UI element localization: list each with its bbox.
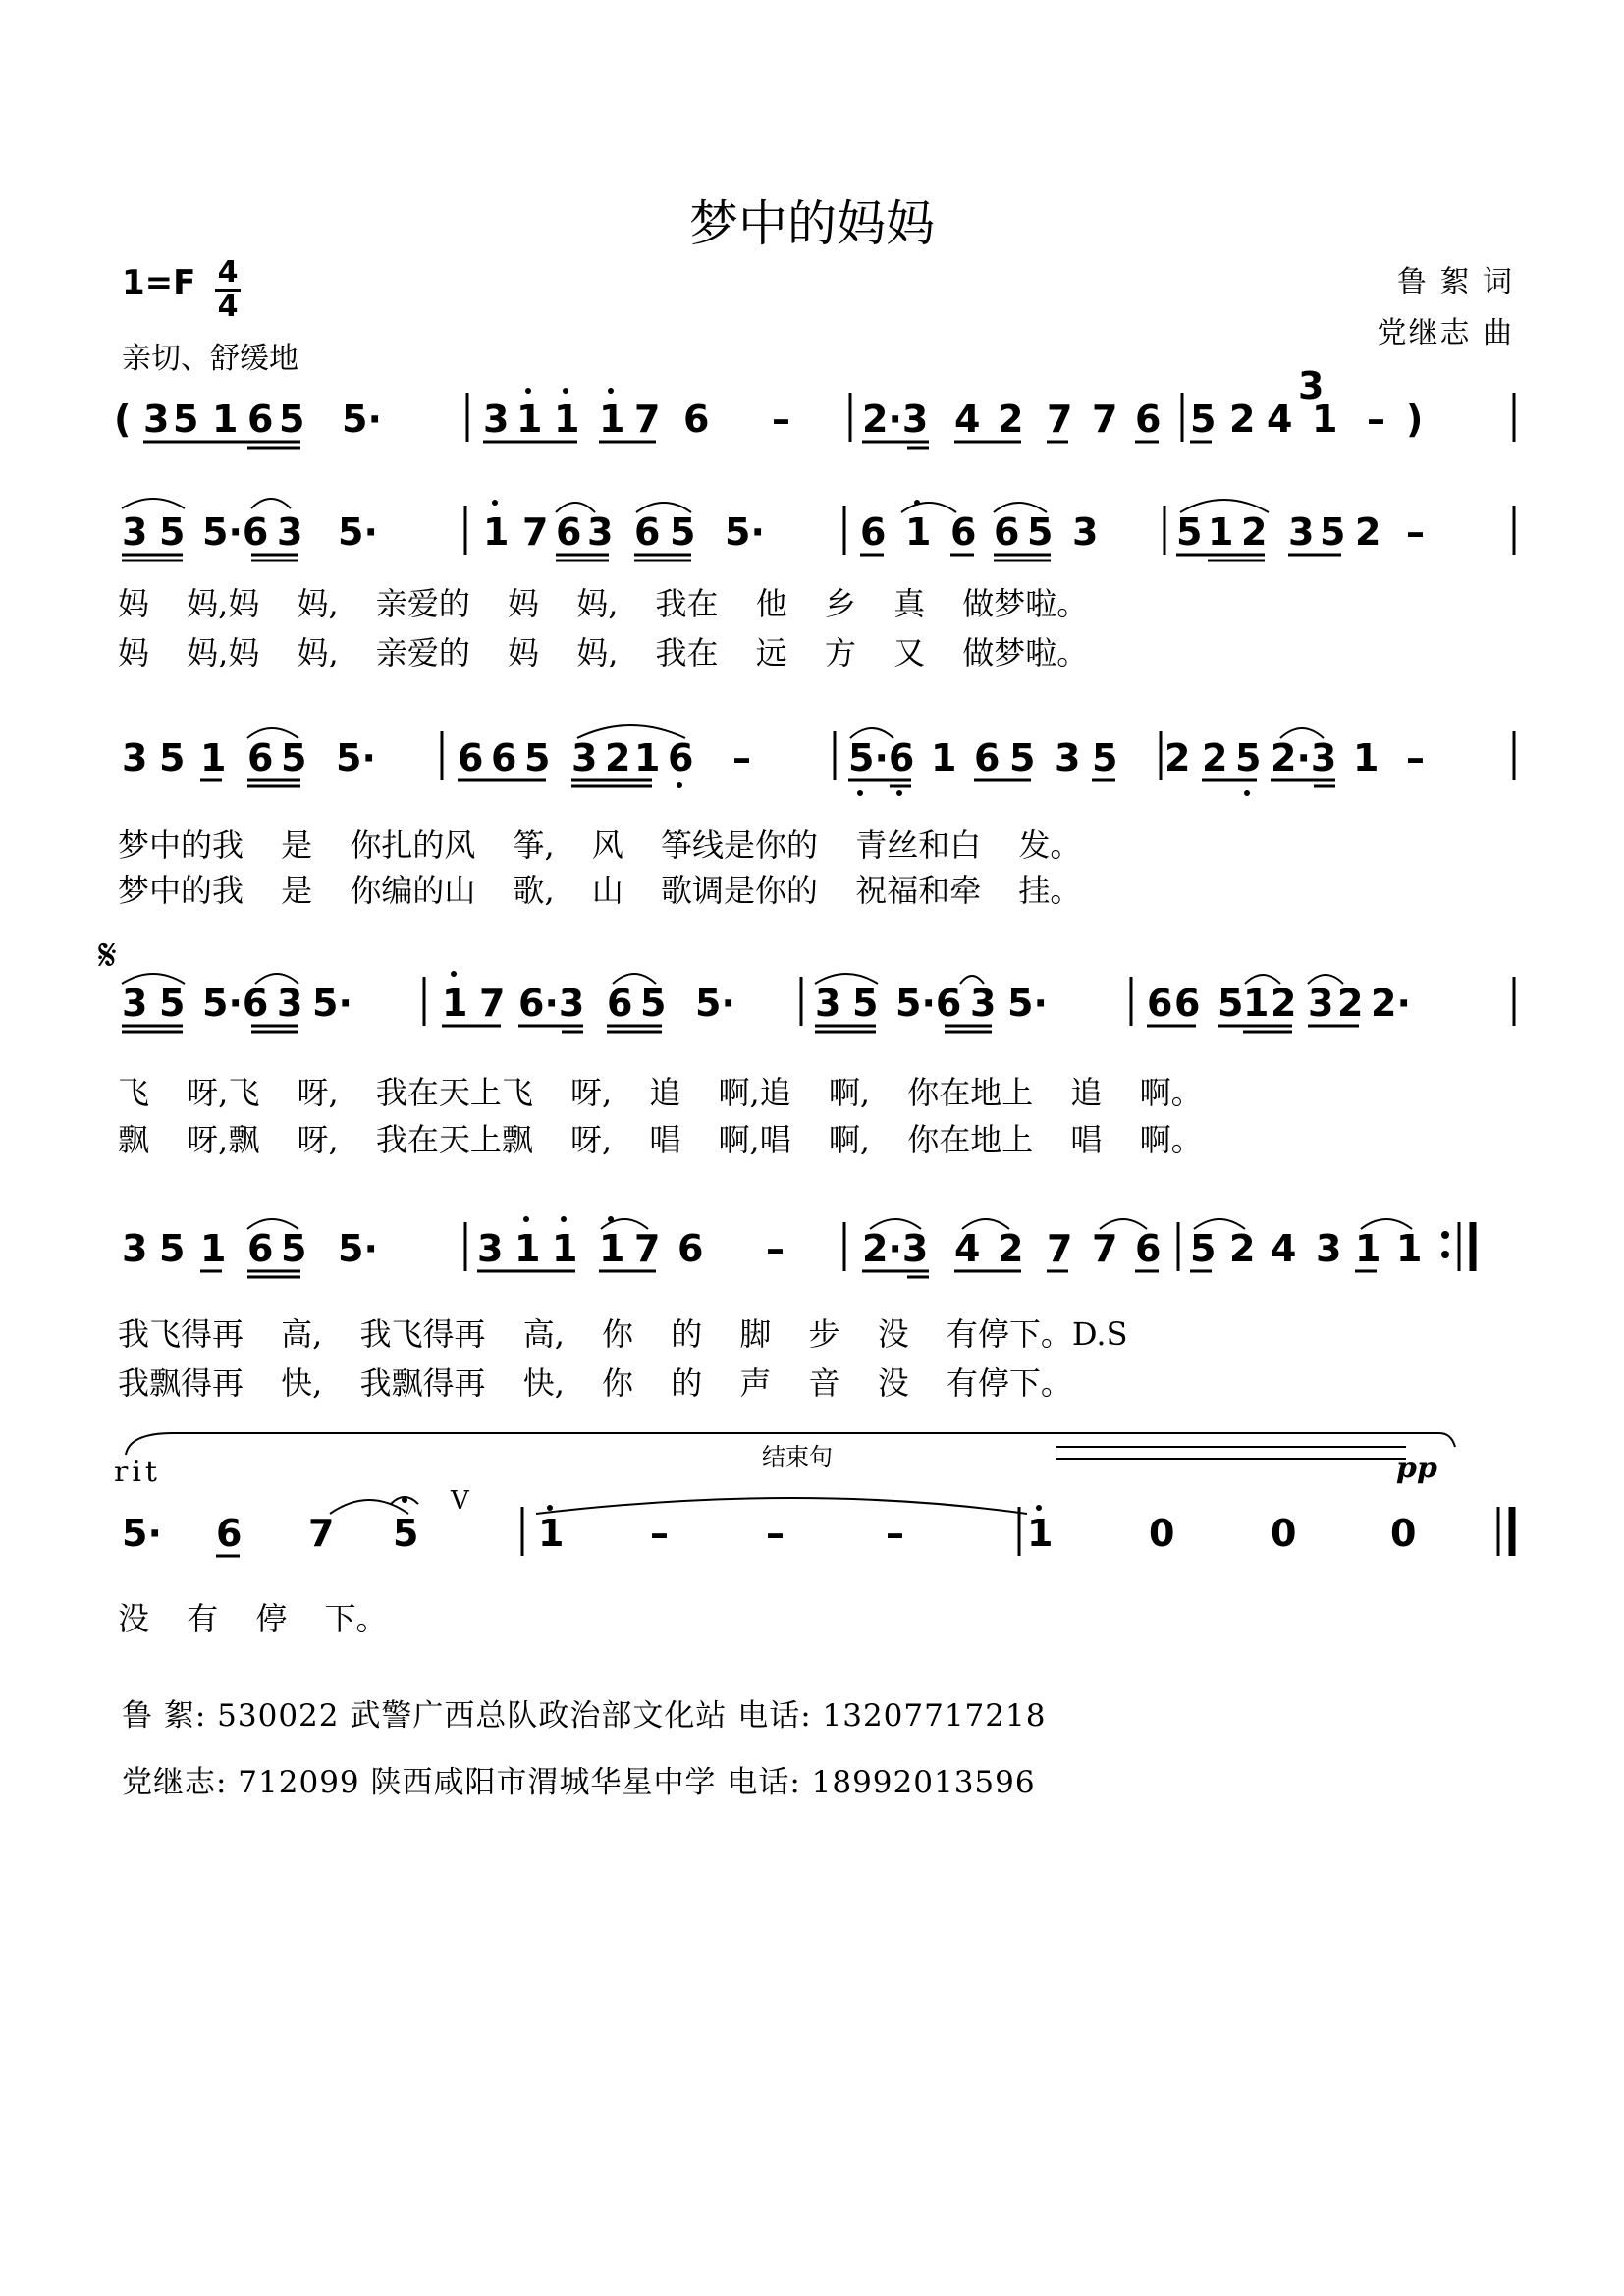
note: 0 bbox=[1271, 1512, 1297, 1555]
note: 3 bbox=[1055, 736, 1081, 779]
note: 5·6 bbox=[895, 982, 962, 1025]
note: 1 bbox=[554, 398, 580, 441]
note: 2 bbox=[998, 398, 1024, 441]
note: 1 bbox=[1396, 1227, 1423, 1270]
note: 1 bbox=[200, 1227, 227, 1270]
note: 6 bbox=[247, 736, 274, 779]
note: 1 bbox=[552, 1227, 578, 1270]
note: 5 bbox=[1235, 736, 1262, 779]
dash: – bbox=[772, 398, 790, 441]
lyrics-verse-2-line-5: 我飘得再 快, 我飘得再 快, 你 的 声 音 没 有停下。 bbox=[118, 1364, 1072, 1402]
note: 5·6 bbox=[848, 736, 915, 779]
lyricist-credit: 鲁 絮 词 bbox=[1396, 265, 1514, 299]
note: 2 bbox=[605, 736, 631, 779]
note: 3 bbox=[122, 510, 148, 554]
note: 2·3 bbox=[862, 1227, 929, 1270]
staff-5-notation bbox=[114, 1207, 1522, 1296]
staff-4-notation bbox=[114, 962, 1522, 1050]
note: 2·3 bbox=[862, 398, 929, 441]
high-dot bbox=[525, 388, 531, 394]
note: 5· bbox=[336, 736, 376, 779]
note: 3 bbox=[970, 982, 997, 1025]
note: 3 bbox=[1072, 510, 1099, 554]
time-signature bbox=[215, 257, 241, 323]
note: 3 bbox=[277, 510, 303, 554]
note: 1 bbox=[1355, 1227, 1381, 1270]
dash: – bbox=[732, 736, 751, 779]
note: 6 bbox=[247, 398, 274, 441]
note: 1 bbox=[538, 1512, 565, 1555]
dash: – bbox=[1367, 398, 1385, 441]
note: 5 bbox=[159, 982, 186, 1025]
lyrics-ending: 没 有 停 下。 bbox=[118, 1600, 388, 1637]
open-paren: ( bbox=[114, 398, 132, 441]
note: 5 bbox=[159, 510, 186, 554]
note: 1 bbox=[514, 1227, 541, 1270]
note: 2 bbox=[1202, 736, 1228, 779]
note: 6 bbox=[994, 510, 1020, 554]
note: 1 bbox=[1208, 510, 1234, 554]
composer-credit: 党继志 曲 bbox=[1377, 316, 1514, 350]
dash: – bbox=[650, 1512, 669, 1555]
note: 2· bbox=[1371, 982, 1411, 1025]
note: 7 bbox=[1047, 1227, 1073, 1270]
staff-2 bbox=[114, 491, 1522, 579]
note: 1 bbox=[931, 736, 957, 779]
note: 2 bbox=[1241, 510, 1268, 554]
note: 6·3 bbox=[518, 982, 585, 1025]
note: 6 bbox=[683, 398, 710, 441]
staff-1-notation bbox=[114, 364, 1522, 471]
note: 3 bbox=[122, 1227, 148, 1270]
slur bbox=[122, 499, 185, 508]
note: 1 bbox=[1353, 736, 1380, 779]
note: 6 bbox=[677, 1227, 704, 1270]
note: 3 bbox=[1308, 982, 1334, 1025]
note: 6 bbox=[1147, 982, 1173, 1025]
note: 5 bbox=[524, 736, 551, 779]
note: 6 bbox=[860, 510, 887, 554]
note: 5 bbox=[1176, 510, 1203, 554]
note: 6 bbox=[556, 510, 582, 554]
note: 6 bbox=[668, 736, 694, 779]
contact-composer: 党继志: 712099 陕西咸阳市渭城华星中学 电话: 18992013596 bbox=[122, 1765, 1036, 1800]
grace-note: 3 bbox=[1298, 364, 1325, 407]
note: 7 bbox=[634, 1227, 661, 1270]
note: 6 bbox=[634, 510, 661, 554]
note: 7 bbox=[1092, 1227, 1118, 1270]
note: 1 bbox=[483, 510, 510, 554]
note: 1 bbox=[634, 736, 661, 779]
note: 3 bbox=[122, 736, 148, 779]
note: 2 bbox=[1229, 1227, 1256, 1270]
high-dot bbox=[608, 388, 614, 394]
note: 5 bbox=[159, 736, 186, 779]
note: 5· bbox=[122, 1512, 162, 1555]
note: 3 bbox=[1288, 510, 1315, 554]
lyrics-verse-1-line-2: 妈 妈,妈 妈, 亲爱的 妈 妈, 我在 他 乡 真 做梦啦。 bbox=[118, 585, 1089, 622]
note: 4 bbox=[954, 1227, 981, 1270]
note: 1 bbox=[905, 510, 932, 554]
note: 5 bbox=[1190, 1227, 1217, 1270]
note: 5· bbox=[338, 510, 378, 554]
note: 7 bbox=[1047, 398, 1073, 441]
note: 3 bbox=[587, 510, 614, 554]
time-signature-bottom: 4 bbox=[215, 289, 241, 323]
note: 5· bbox=[312, 982, 352, 1025]
note: 3 bbox=[483, 398, 510, 441]
note: 1 bbox=[1312, 398, 1338, 441]
note: 5 bbox=[281, 1227, 307, 1270]
note: 0 bbox=[1149, 1512, 1175, 1555]
note: 2·3 bbox=[1271, 736, 1337, 779]
dash: – bbox=[766, 1227, 785, 1270]
note: 6 bbox=[974, 736, 1001, 779]
note: 5 bbox=[159, 1227, 186, 1270]
note: 4 bbox=[1271, 1227, 1297, 1270]
key-signature: 1=F bbox=[122, 263, 196, 302]
note: 5 bbox=[1320, 510, 1346, 554]
note: 6 bbox=[1174, 982, 1201, 1025]
tempo-marking: 亲切、舒缓地 bbox=[122, 342, 298, 376]
staff-5 bbox=[114, 1207, 1522, 1296]
note: 5· bbox=[1007, 982, 1048, 1025]
lyrics-verse-1-line-3: 梦中的我 是 你扎的风 筝, 风 筝线是你的 青丝和白 发。 bbox=[118, 827, 1082, 864]
note: 5· bbox=[695, 982, 735, 1025]
high-dot bbox=[563, 388, 568, 394]
lyrics-verse-2-line-4: 飘 呀,飘 呀, 我在天上飘 呀, 唱 啊,唱 啊, 你在地上 唱 啊。 bbox=[118, 1121, 1203, 1158]
note: 1 bbox=[442, 982, 468, 1025]
song-title: 梦中的妈妈 bbox=[689, 195, 935, 252]
time-signature-top: 4 bbox=[217, 255, 239, 290]
note: 6 bbox=[216, 1512, 243, 1555]
note: 5 bbox=[1218, 982, 1244, 1025]
note: 1 bbox=[212, 398, 239, 441]
note: 5 bbox=[670, 510, 696, 554]
note: 6 bbox=[247, 1227, 274, 1270]
note: 5 bbox=[281, 736, 307, 779]
note: 5· bbox=[725, 510, 765, 554]
note: 5· bbox=[338, 1227, 378, 1270]
lyrics-verse-1-line-4: 飞 呀,飞 呀, 我在天上飞 呀, 追 啊,追 啊, 你在地上 追 啊。 bbox=[118, 1074, 1203, 1111]
close-paren: ) bbox=[1406, 398, 1424, 441]
contact-lyricist: 鲁 絮: 530022 武警广西总队政治部文化站 电话: 13207717218 bbox=[122, 1698, 1047, 1734]
dash: – bbox=[766, 1512, 785, 1555]
staff-3 bbox=[114, 717, 1522, 805]
note: 5 bbox=[1027, 510, 1054, 554]
note: 7 bbox=[308, 1512, 335, 1555]
staff-3-notation bbox=[114, 717, 1522, 805]
note: 6 bbox=[491, 736, 517, 779]
staff-1 bbox=[114, 364, 1522, 471]
note: 3 bbox=[477, 1227, 504, 1270]
note: 2 bbox=[1164, 736, 1191, 779]
note: 5 bbox=[1190, 398, 1217, 441]
note: 6 bbox=[607, 982, 633, 1025]
note: 2 bbox=[1337, 982, 1364, 1025]
note: 7 bbox=[479, 982, 506, 1025]
staff-2-notation bbox=[114, 491, 1522, 579]
segno-sign: 𝄋 bbox=[98, 931, 117, 981]
staff-4 bbox=[114, 962, 1522, 1050]
note: 5·6 bbox=[202, 510, 269, 554]
note: 5 bbox=[1009, 736, 1036, 779]
breath-mark: V bbox=[451, 1486, 469, 1516]
note: 3 bbox=[571, 736, 598, 779]
note: 6 bbox=[950, 510, 977, 554]
note: 5 bbox=[173, 398, 199, 441]
note: 5·6 bbox=[202, 982, 269, 1025]
note: 6 bbox=[458, 736, 484, 779]
note: 1 bbox=[516, 398, 543, 441]
note: 5 bbox=[852, 982, 879, 1025]
lyrics-verse-1-line-5: 我飞得再 高, 我飞得再 高, 你 的 脚 步 没 有停下。D.S bbox=[118, 1315, 1128, 1353]
note: 3 bbox=[122, 982, 148, 1025]
note: 3 bbox=[277, 982, 303, 1025]
note: 7 bbox=[1092, 398, 1118, 441]
rit-marking: rit bbox=[114, 1455, 161, 1489]
note: 5 bbox=[393, 1512, 419, 1555]
note: 6 bbox=[1135, 1227, 1162, 1270]
dash: – bbox=[1406, 510, 1425, 554]
lyrics-verse-2-line-3: 梦中的我 是 你编的山 歌, 山 歌调是你的 祝福和牵 挂。 bbox=[118, 872, 1082, 909]
ending-label: 结束句 bbox=[762, 1443, 833, 1470]
note: 1 bbox=[1243, 982, 1270, 1025]
dynamic-pp: pp bbox=[1396, 1451, 1437, 1485]
note: 2 bbox=[1271, 982, 1297, 1025]
note: 0 bbox=[1390, 1512, 1417, 1555]
note: 5· bbox=[342, 398, 382, 441]
note: 1 bbox=[1027, 1512, 1054, 1555]
note: 5 bbox=[640, 982, 667, 1025]
dash: – bbox=[1406, 736, 1425, 779]
staff-6-notation bbox=[114, 1492, 1522, 1580]
staff-6 bbox=[114, 1492, 1522, 1580]
note: 7 bbox=[634, 398, 661, 441]
note: 4 bbox=[1267, 398, 1293, 441]
lyrics-verse-2-line-2: 妈 妈,妈 妈, 亲爱的 妈 妈, 我在 远 方 又 做梦啦。 bbox=[118, 634, 1089, 671]
note: 2 bbox=[998, 1227, 1024, 1270]
note: 1 bbox=[599, 398, 625, 441]
note: 3 bbox=[815, 982, 841, 1025]
note: 5 bbox=[1092, 736, 1118, 779]
dash: – bbox=[886, 1512, 904, 1555]
note: 1 bbox=[200, 736, 227, 779]
note: 2 bbox=[1229, 398, 1256, 441]
note: 4 bbox=[954, 398, 981, 441]
note: 2 bbox=[1355, 510, 1381, 554]
note: 5 bbox=[279, 398, 305, 441]
note: 3 bbox=[143, 398, 170, 441]
note: 1 bbox=[599, 1227, 625, 1270]
note: 7 bbox=[522, 510, 549, 554]
note: 3 bbox=[1316, 1227, 1342, 1270]
note: 6 bbox=[1135, 398, 1162, 441]
